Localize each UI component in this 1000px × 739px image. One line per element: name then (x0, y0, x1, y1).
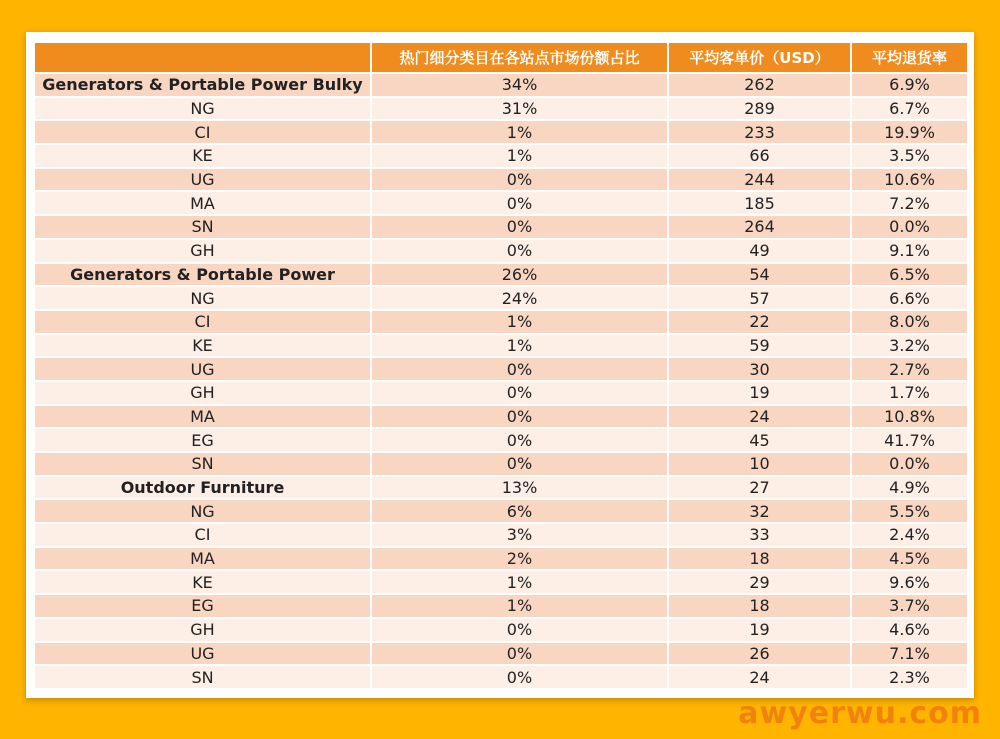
cell-name: GH (35, 618, 371, 642)
cell-name: Generators & Portable Power Bulky (35, 73, 371, 97)
cell-avg-price: 185 (668, 191, 851, 215)
table-row (35, 286, 967, 310)
cell-return-rate: 0.0% (851, 452, 967, 476)
cell-name: GH (35, 381, 371, 405)
cell-name: MA (35, 191, 371, 215)
table-row (35, 594, 967, 618)
cell-name: KE (35, 144, 371, 168)
cell-return-rate: 4.6% (851, 618, 967, 642)
cell-market-share: 0% (371, 642, 668, 666)
cell-avg-price: 10 (668, 452, 851, 476)
header-avg-price: 平均客单价（USD） (668, 43, 851, 73)
cell-name: NG (35, 97, 371, 121)
cell-market-share: 1% (371, 594, 668, 618)
table-row (35, 642, 967, 666)
table-row (35, 191, 967, 215)
cell-market-share: 1% (371, 310, 668, 334)
cell-name: EG (35, 428, 371, 452)
table-card (26, 32, 974, 698)
table-row (35, 428, 967, 452)
cell-market-share: 0% (371, 357, 668, 381)
cell-name: MA (35, 547, 371, 571)
header-row (35, 43, 967, 73)
cell-return-rate: 10.8% (851, 405, 967, 429)
cell-name: SN (35, 665, 371, 688)
cell-return-rate: 3.5% (851, 144, 967, 168)
cell-market-share: 13% (371, 476, 668, 500)
cell-market-share: 3% (371, 523, 668, 547)
table-row (35, 381, 967, 405)
cell-return-rate: 1.7% (851, 381, 967, 405)
cell-avg-price: 32 (668, 499, 851, 523)
cell-return-rate: 4.9% (851, 476, 967, 500)
cell-return-rate: 2.4% (851, 523, 967, 547)
cell-name: Outdoor Furniture (35, 476, 371, 500)
header-category (35, 43, 371, 73)
cell-avg-price: 26 (668, 642, 851, 666)
cell-market-share: 24% (371, 286, 668, 310)
cell-return-rate: 6.9% (851, 73, 967, 97)
table-row (35, 405, 967, 429)
cell-market-share: 1% (371, 334, 668, 358)
watermark: awyerwu.com (738, 696, 982, 731)
table-row (35, 357, 967, 381)
cell-name: UG (35, 642, 371, 666)
cell-avg-price: 24 (668, 665, 851, 688)
table-row (35, 310, 967, 334)
table-row (35, 547, 967, 571)
cell-name: NG (35, 286, 371, 310)
table-body (35, 73, 967, 688)
cell-return-rate: 2.3% (851, 665, 967, 688)
cell-return-rate: 9.6% (851, 570, 967, 594)
cell-avg-price: 262 (668, 73, 851, 97)
cell-market-share: 0% (371, 428, 668, 452)
cell-return-rate: 6.5% (851, 263, 967, 287)
cell-avg-price: 289 (668, 97, 851, 121)
cell-market-share: 31% (371, 97, 668, 121)
cell-market-share: 26% (371, 263, 668, 287)
table-row (35, 499, 967, 523)
cell-name: MA (35, 405, 371, 429)
cell-return-rate: 7.1% (851, 642, 967, 666)
cell-avg-price: 19 (668, 381, 851, 405)
table-row (35, 168, 967, 192)
cell-avg-price: 244 (668, 168, 851, 192)
cell-avg-price: 54 (668, 263, 851, 287)
cell-market-share: 0% (371, 168, 668, 192)
cell-return-rate: 0.0% (851, 215, 967, 239)
cell-return-rate: 8.0% (851, 310, 967, 334)
cell-market-share: 1% (371, 120, 668, 144)
cell-return-rate: 3.7% (851, 594, 967, 618)
category-row (35, 73, 967, 97)
cell-avg-price: 57 (668, 286, 851, 310)
cell-avg-price: 24 (668, 405, 851, 429)
cell-name: GH (35, 239, 371, 263)
cell-market-share: 1% (371, 570, 668, 594)
cell-return-rate: 5.5% (851, 499, 967, 523)
table-row (35, 334, 967, 358)
table-row (35, 523, 967, 547)
cell-return-rate: 6.6% (851, 286, 967, 310)
category-row (35, 476, 967, 500)
table-row (35, 97, 967, 121)
cell-avg-price: 59 (668, 334, 851, 358)
cell-name: SN (35, 215, 371, 239)
table-row (35, 215, 967, 239)
cell-name: SN (35, 452, 371, 476)
cell-market-share: 0% (371, 215, 668, 239)
cell-name: KE (35, 334, 371, 358)
cell-market-share: 2% (371, 547, 668, 571)
cell-return-rate: 10.6% (851, 168, 967, 192)
cell-market-share: 0% (371, 381, 668, 405)
cell-avg-price: 18 (668, 547, 851, 571)
cell-avg-price: 29 (668, 570, 851, 594)
table-row (35, 570, 967, 594)
cell-return-rate: 6.7% (851, 97, 967, 121)
cell-name: CI (35, 120, 371, 144)
data-table (35, 43, 967, 688)
cell-avg-price: 66 (668, 144, 851, 168)
cell-avg-price: 233 (668, 120, 851, 144)
cell-market-share: 0% (371, 191, 668, 215)
table-row (35, 239, 967, 263)
cell-return-rate: 9.1% (851, 239, 967, 263)
cell-market-share: 34% (371, 73, 668, 97)
cell-market-share: 0% (371, 239, 668, 263)
cell-name: NG (35, 499, 371, 523)
cell-avg-price: 27 (668, 476, 851, 500)
cell-name: UG (35, 357, 371, 381)
cell-return-rate: 4.5% (851, 547, 967, 571)
header-return-rate: 平均退货率 (851, 43, 967, 73)
cell-name: CI (35, 523, 371, 547)
cell-return-rate: 41.7% (851, 428, 967, 452)
cell-avg-price: 18 (668, 594, 851, 618)
cell-return-rate: 19.9% (851, 120, 967, 144)
header-market-share: 热门细分类目在各站点市场份额占比 (371, 43, 668, 73)
table-row (35, 618, 967, 642)
cell-avg-price: 22 (668, 310, 851, 334)
cell-market-share: 0% (371, 405, 668, 429)
cell-return-rate: 7.2% (851, 191, 967, 215)
cell-market-share: 0% (371, 618, 668, 642)
cell-avg-price: 33 (668, 523, 851, 547)
cell-market-share: 0% (371, 665, 668, 688)
category-row (35, 263, 967, 287)
cell-avg-price: 49 (668, 239, 851, 263)
cell-return-rate: 2.7% (851, 357, 967, 381)
cell-avg-price: 19 (668, 618, 851, 642)
cell-name: EG (35, 594, 371, 618)
cell-return-rate: 3.2% (851, 334, 967, 358)
cell-name: Generators & Portable Power (35, 263, 371, 287)
cell-avg-price: 45 (668, 428, 851, 452)
cell-market-share: 0% (371, 452, 668, 476)
cell-market-share: 1% (371, 144, 668, 168)
table-row (35, 665, 967, 688)
cell-avg-price: 264 (668, 215, 851, 239)
cell-market-share: 6% (371, 499, 668, 523)
cell-name: CI (35, 310, 371, 334)
cell-name: KE (35, 570, 371, 594)
table-row (35, 120, 967, 144)
cell-name: UG (35, 168, 371, 192)
cell-avg-price: 30 (668, 357, 851, 381)
table-row (35, 144, 967, 168)
table-row (35, 452, 967, 476)
